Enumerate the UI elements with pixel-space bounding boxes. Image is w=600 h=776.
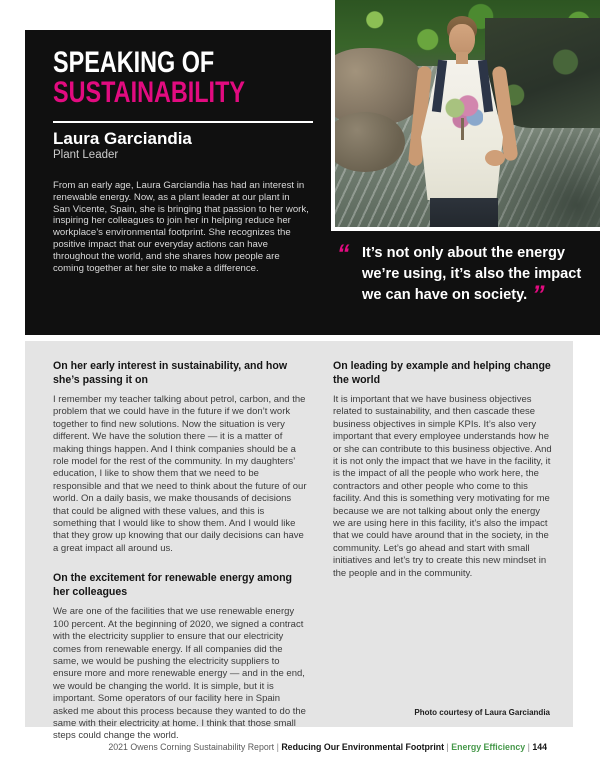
photo-credit-caption: Photo courtesy of Laura Garciandia [414, 708, 550, 717]
footer-report-title: 2021 Owens Corning Sustainability Report [108, 742, 275, 752]
quote-text-content: It’s not only about the energy we’re using, it’s also the impact we can have on society. [362, 245, 582, 303]
article-column-right [333, 360, 553, 597]
hero-divider-rule [53, 121, 313, 123]
section-body: I remember my teacher talking about petrol, carbon, and the problem that we could have in the future if we don’t work together to find new solutions. Now the situation is very different. We have the solution there — it is a matter of making things happen. And I think companies should be a role model for the rest of the community. In my daughters’ education, I like to show them that we need to be responsible and that we need to think about the future of our world. On a daily basis, we make thousands of decisions that could be aligned with these values, and this is something that I would like to show them. And I would like that they grow up knowing that our daily decisions can have a great impact all around us. [53, 394, 307, 554]
hero-title-line2: SUSTAINABILITY [53, 76, 245, 109]
quote-text [362, 243, 593, 309]
article-column-left [53, 360, 307, 760]
section-heading: On her early interest in sustainability, and how she’s passing it on [53, 360, 288, 386]
footer-page-number: 144 [532, 742, 547, 752]
footer-separator: | [276, 742, 279, 752]
footer-section-name: Reducing Our Environmental Footprint [281, 742, 445, 752]
hero-photo [331, 0, 600, 231]
photo-person-pants [430, 198, 498, 227]
footer-separator: | [527, 742, 530, 752]
hero-title-block [53, 48, 315, 108]
section-heading: On leading by example and helping change the world [333, 360, 551, 386]
pull-quote [337, 240, 593, 309]
hero-title-line1: SPEAKING OF [53, 46, 215, 79]
section-heading: On the excitement for renewable energy among her colleagues [53, 572, 293, 598]
footer-subsection-name: Energy Efficiency [451, 742, 526, 752]
photo-person-neck [456, 52, 468, 64]
footer-separator: | [446, 742, 449, 752]
photo-person-hand [485, 150, 505, 166]
person-role: Plant Leader [53, 149, 119, 161]
close-quote-icon: ” [527, 281, 543, 309]
intro-paragraph: From an early age, Laura Garciandia has had an interest in renewable energy. Now, as a plant leader at our plant in San Vicente, Spain, she is bringing that passion to her work, inspiring her colleagues to join her in helping reduce her workplace’s environmental footprint. She recognizes the positive impact that our everyday actions can have throughout the world, and she shares how people are coming together at her site to make a difference. [53, 180, 309, 274]
section-body: It is important that we have business objectives related to sustainability, and then cascade these business objectives in simple KPIs. It’s also very important that every employee understands how he or she can contribute to this business objective. And it is not only the impact that we have in the facility, it is the impact of all the people who work here, the contractors and other people who come to this facility. And this is something very motivating for me because we are not talking about only the energy we are using here in this facility, it’s also the impact that we could have around that in the society, in the community. Let’s go ahead and start with small initiatives and let’s try to create this new mindset in the people and in the community. [333, 394, 552, 579]
photo-shirt-tree-trunk [461, 118, 464, 140]
person-name: Laura Garciandia [53, 129, 192, 148]
open-quote-icon: “ [337, 240, 348, 268]
section-body: We are one of the facilities that we use renewable energy 100 percent. At the beginning of 2020, we signed a contract with the electricity supplier to ensure that our electricity comes from renewable energy. If all companies did the same, we would be pushing the electricity suppliers to ensure more and more renewable energy — and in the end, we would be changing the world. It is simple, but it is important. Some operators of our facility here in Spain asked me about this process because they wanted to do the same with their electricity at home. I think that those small steps could change the world. [53, 606, 306, 742]
page-footer [0, 742, 547, 752]
article-panel [25, 341, 573, 742]
